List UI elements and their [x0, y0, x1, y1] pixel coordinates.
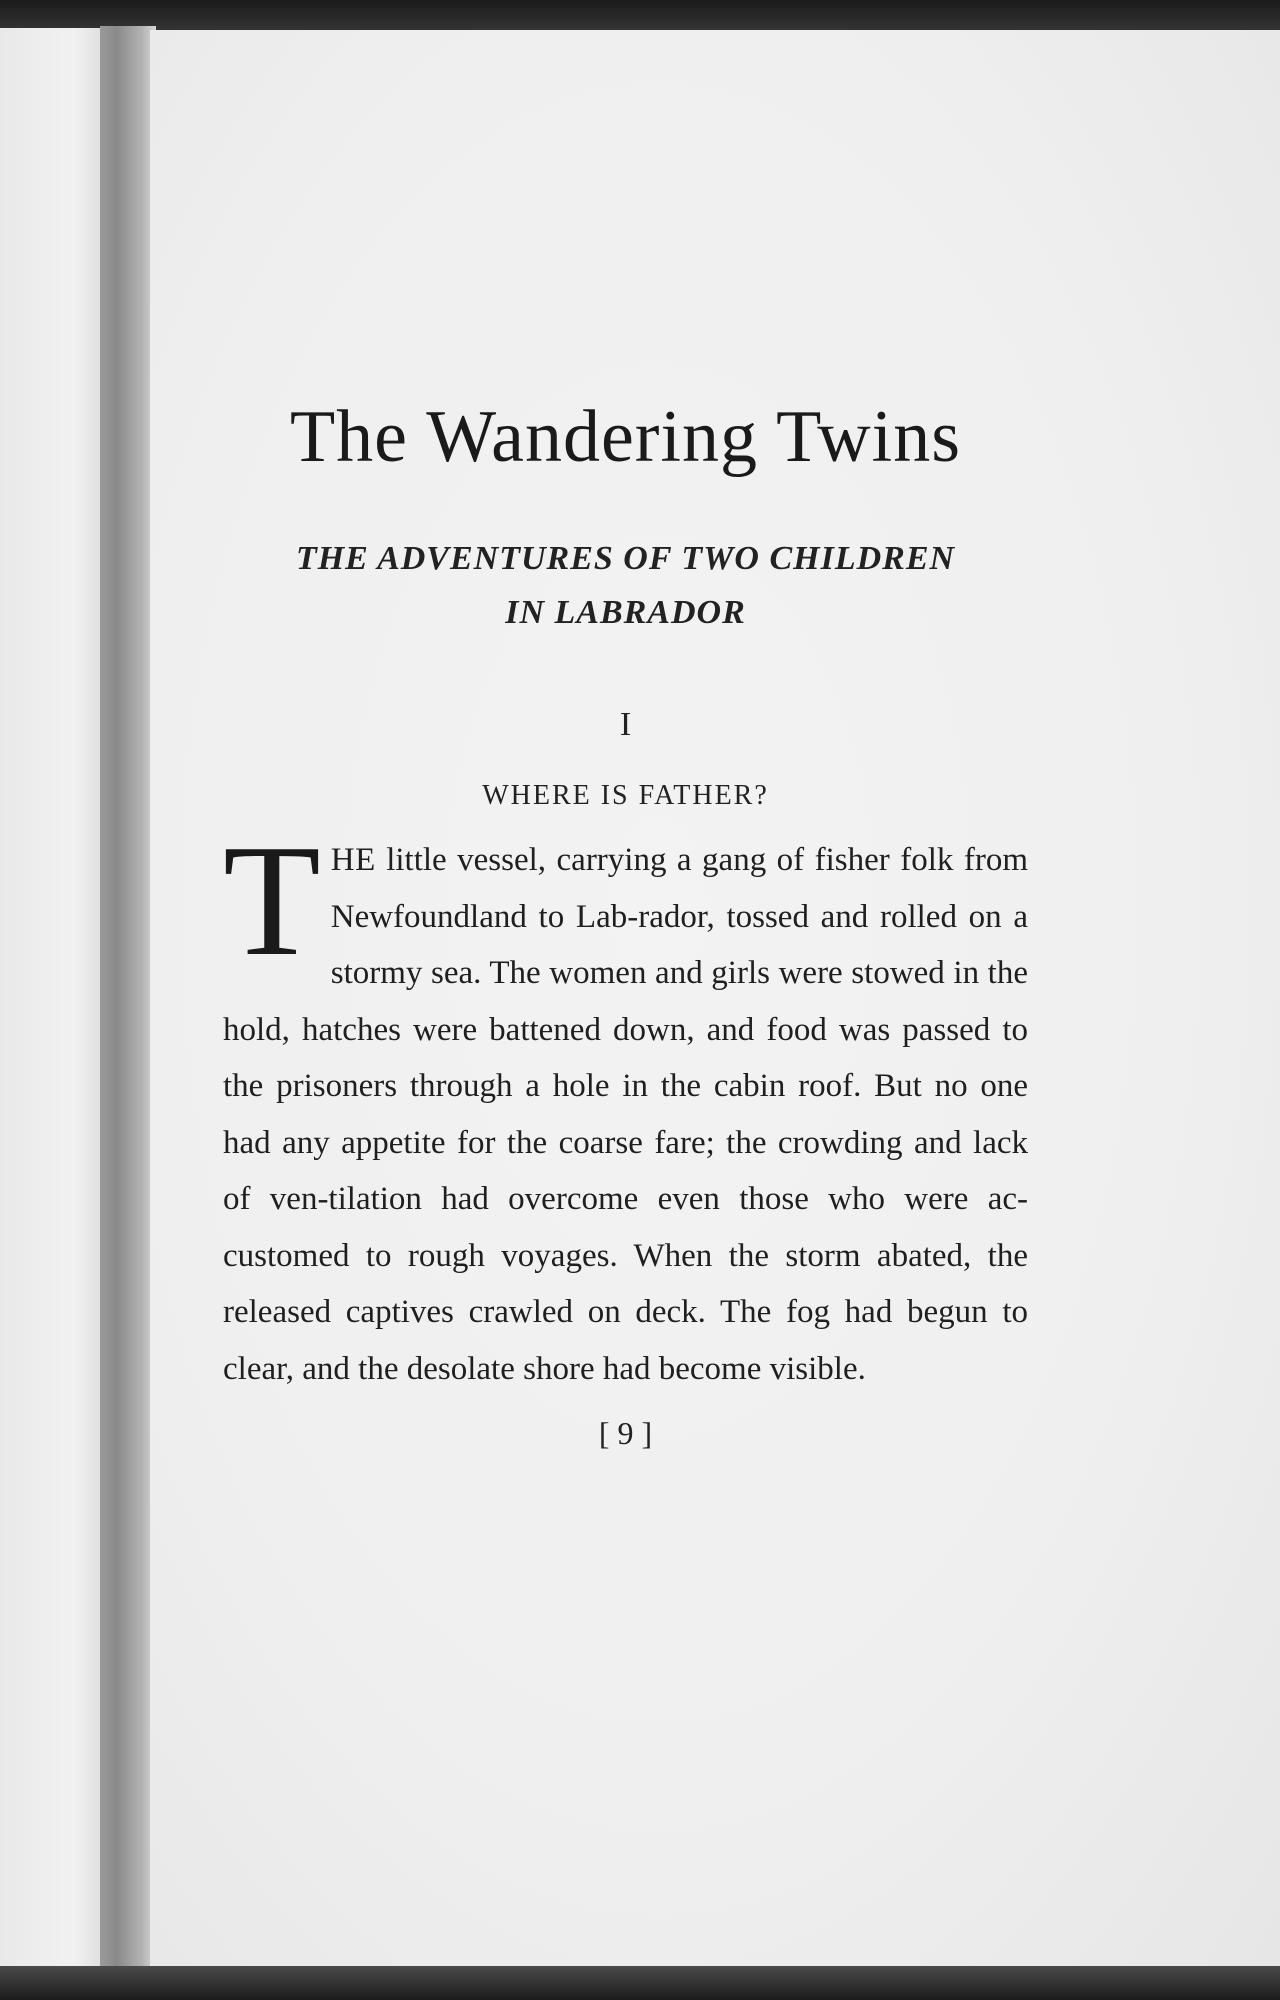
opening-paragraph: [223, 811, 1028, 1397]
page-number: [ 9 ]: [598, 1415, 653, 1451]
drop-cap: T: [223, 811, 321, 989]
paragraph-text: little vessel, carrying a gang of fisher folk from Newfoundland to Lab-rador, tossed and rolled on a stormy sea. The women and girls were stowed in the hold, hatches were battened down, and food was passed to the prisoners through a hole in the cabin roof. But no one had any appetite for the coarse fare; the crowding and lack of ven-tilation had overcome even those who were ac-customed to rough voyages. When the storm abated, the released captives crawled on deck. The fog had begun to clear, and the desolate shore had become visible.: [223, 842, 1028, 1387]
facing-page-edge: [0, 28, 106, 1968]
page-content: [223, 396, 1028, 1451]
book-gutter: [100, 26, 156, 1966]
subtitle-line-1: THE ADVENTURES OF TWO CHILDREN: [295, 540, 956, 577]
opening-caps: HE: [330, 842, 376, 878]
book-subtitle: [223, 532, 1028, 640]
chapter-title: WHERE IS FATHER?: [482, 780, 769, 811]
scanner-bottom-edge: [0, 1966, 1280, 2000]
subtitle-line-2: IN LABRADOR: [505, 594, 746, 631]
chapter-number: I: [619, 706, 632, 743]
book-title: The Wandering Twins: [289, 396, 962, 478]
